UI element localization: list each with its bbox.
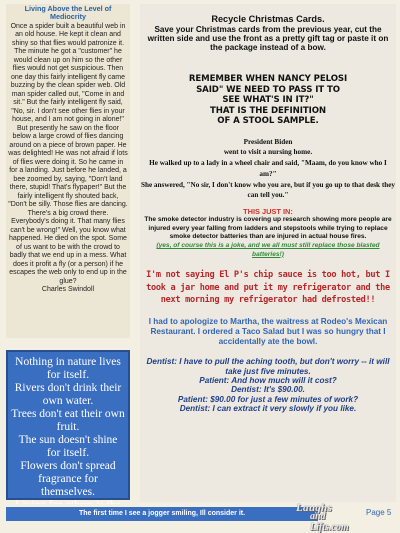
site-logo (296, 502, 366, 533)
nature-line: Flowers don't spread fragrance for themselves. (20, 460, 116, 498)
pelosi-joke (140, 74, 396, 127)
nature-line: Trees don't eat their own fruit. (11, 408, 125, 433)
salsa-joke: I'm not saying El P's chip sauce is too hot, but I took a jar home and put it my refrigerator and the next morning my refrigerator had defrosted!! (146, 270, 390, 306)
page-footer (0, 502, 400, 533)
pelosi-line: SEE WHAT'S IN IT?" (222, 95, 314, 105)
martha-joke: I had to apologize to Martha, the waitress at Rodeo's Mexican Restaurant. I ordered a Taco Salad but I was so hungry that I accidentally ate the bowl. (148, 316, 388, 347)
dentist-joke (140, 357, 396, 413)
pelosi-line: THAT IS THE DEFINITION (209, 105, 326, 116)
dentist-line: Patient: And how much will it cost? (199, 375, 337, 385)
nature-line: Nothing in nature lives for itself. (15, 356, 121, 381)
detector-title: THIS JUST IN: (243, 207, 293, 217)
spider-story-box (6, 4, 130, 338)
xmas-body: Save your Christmas cards from the previous year, cut the written side and use the front as a pretty gift tag or paste it on the package instead of a bow. (147, 25, 389, 52)
logo-line2: and Lifts.com (310, 511, 349, 533)
biden-title: President Biden (243, 137, 293, 146)
nature-line: The sun doesn't shine for itself. (18, 434, 118, 459)
story-author: Charles Swindoll (41, 286, 95, 294)
nature-line: Rivers don't drink their own water. (14, 382, 122, 407)
pelosi-line: OF A STOOL SAMPLE. (217, 116, 319, 126)
detector-note: (yes, of course this is a joke, and we all must still replace those blasted batteries!) (156, 242, 380, 258)
detector-body: The smoke detector industry is covering up research showing more people are injured every year falling from ladders and stepstools while trying to replace smoke detector batteries than are injured in actual house fires. (144, 216, 392, 241)
page-number: Page 5 (366, 508, 392, 517)
story-body: Once a spider built a beautiful web in an old house. He kept it clean and shiny so that flies would patronize it. The minute he got a "customer" he would clean up on him so the other flies would not get suspicious. Then one day this fairly intelligent fly came buzzing by the clean spider web. Old man spider called out, "Come in and sit." But the fairly intelligent fly said, "No, sir. I don't see other flies in your house, and I am not going in alone!" But presently he saw on the floor below a large crowd of flies dancing around on a piece of brown paper. He was delighted! He was not afraid if lots of flies were doing it. So he came in for a landing. Just before he landed, a bee zoomed by, saying, "Don't land there, stupid! That's flypaper!" But the fairly intelligent fly shouted back, "Don't be silly. Those flies are dancing. There's a big crowd there. Everybody's doing it. That many flies can't be wrong!" Well, you know what happened. He died on the spot. Some of us want to be with the crowd to badly that we end up in a mess. What does it profit a fly (or a person) if he escapes the web only to end up in the glue? (8, 22, 128, 285)
pelosi-line: SAID" WE NEED TO PASS IT TO (196, 84, 340, 95)
biden-line: went to visit a nursing home. (223, 148, 313, 157)
biden-line: He walked up to a lady in a wheel chair and said, "Maam, do you know who I am?" (149, 159, 387, 178)
biden-line: She answered, "No sir, I don't know who you are, but if you go up to that desk they can tell you." (140, 180, 396, 200)
pelosi-line: REMEMBER WHEN NANCY PELOSI (188, 74, 348, 84)
nature-box (6, 350, 130, 500)
story-title: Living Above the Level of Mediocrity (24, 4, 112, 22)
xmas-title: Recycle Christmas Cards. (211, 14, 325, 24)
dentist-line: Dentist: It's $90.00. (231, 385, 305, 395)
spider-story-section (6, 4, 130, 338)
biden-joke (140, 137, 396, 202)
footer-quote: The first time I see a jogger smiling, Ill consider it. (78, 510, 246, 517)
right-column (140, 4, 396, 502)
logo-line1: Laughs (296, 502, 333, 514)
dentist-line: Dentist: I can extract it very slowly if you like. (179, 403, 357, 413)
footer-strip (6, 507, 318, 521)
dentist-line: Patient: $90.00 for just a few minutes of work? (177, 394, 359, 404)
dentist-line: Dentist: I have to pull the aching tooth, but don't worry -- it will take just five minutes. (146, 357, 390, 376)
